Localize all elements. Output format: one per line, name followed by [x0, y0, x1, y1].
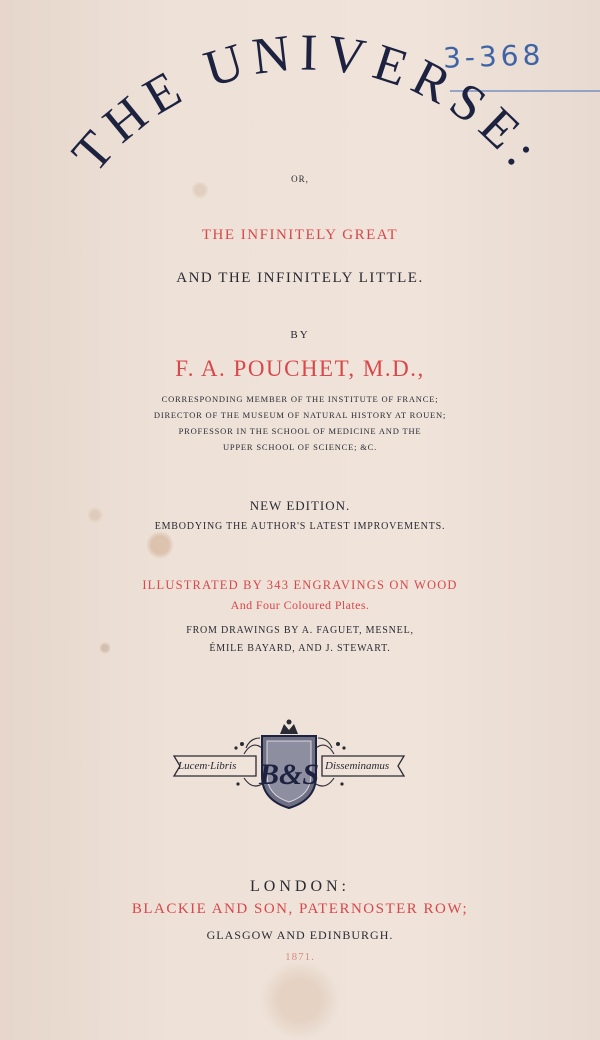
emblem-motto-right: Disseminamus: [325, 760, 390, 772]
plates-note: And Four Coloured Plates.: [230, 598, 370, 612]
emblem-motto-left: Lucem·Libris: [178, 760, 237, 772]
illustrations-note: ILLUSTRATED BY 343 ENGRAVINGS ON WOOD: [142, 578, 458, 592]
credential-line: CORRESPONDING MEMBER OF THE INSTITUTE OF FRANCE;: [161, 394, 439, 404]
drawings-credit: FROM DRAWINGS BY A. FAGUET, MESNEL,: [186, 625, 414, 636]
or-connector: OR,: [291, 174, 309, 184]
publication-year: 1871.: [285, 951, 315, 963]
imprint-publisher: BLACKIE AND SON, PATERNOSTER ROW;: [131, 901, 469, 917]
shelfmark-annotation: 3-368: [442, 38, 545, 75]
imprint-city: LONDON:: [250, 878, 350, 895]
subtitle-dark: AND THE INFINITELY LITTLE.: [176, 270, 424, 286]
subtitle-red: THE INFINITELY GREAT: [201, 227, 399, 243]
by-line: BY: [290, 329, 310, 341]
imprint-cities: GLASGOW AND EDINBURGH.: [206, 928, 394, 942]
edition-note: EMBODYING THE AUTHOR'S LATEST IMPROVEMENTS.: [154, 521, 446, 532]
book-title: [0, 0, 600, 260]
credential-line: DIRECTOR OF THE MUSEUM OF NATURAL HISTORY AT ROUEN;: [153, 410, 447, 420]
credential-line: PROFESSOR IN THE SCHOOL OF MEDICINE AND THE: [178, 426, 422, 436]
drawings-credit: ÉMILE BAYARD, AND J. STEWART.: [209, 643, 391, 654]
book-title-text: THE UNIVERSE:: [61, 24, 554, 183]
author-name: F. A. POUCHET, M.D.,: [175, 356, 425, 381]
emblem-monogram: B&S: [258, 758, 320, 791]
svg-text:THE UNIVERSE:: [62, 24, 554, 182]
credential-line: UPPER SCHOOL OF SCIENCE; &C.: [222, 442, 378, 452]
edition-label: NEW EDITION.: [249, 498, 351, 513]
